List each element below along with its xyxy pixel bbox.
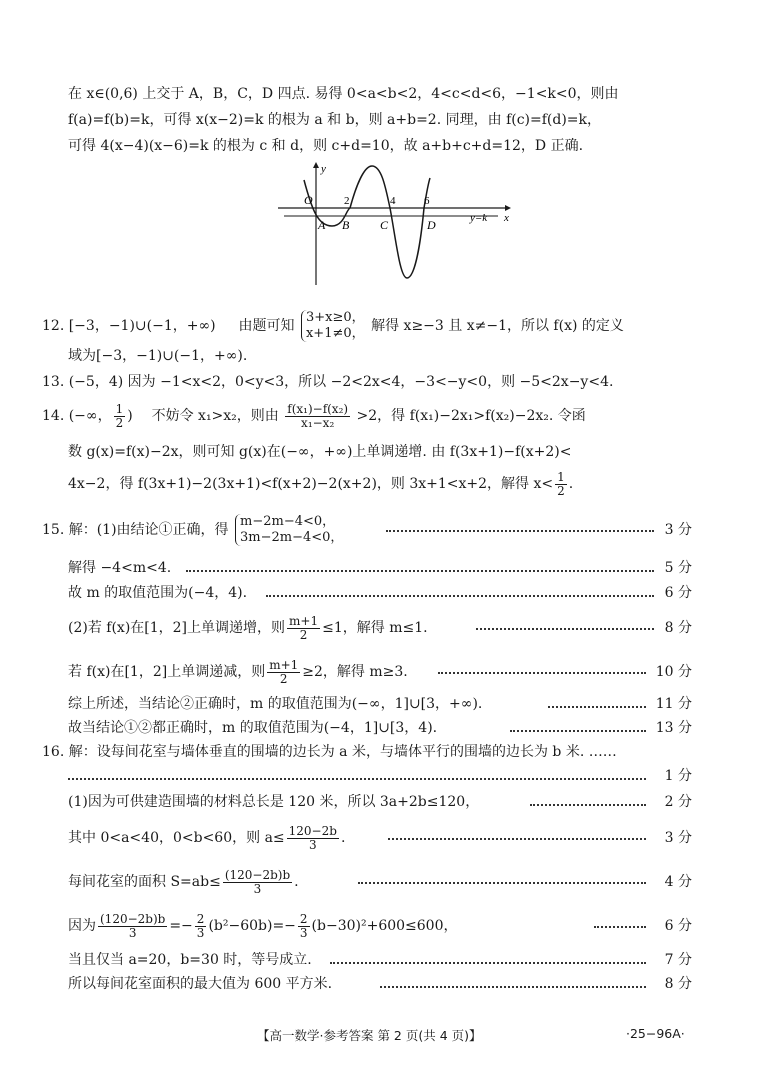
tick-2: 2 (344, 195, 350, 207)
x-axis-arrow (505, 205, 511, 211)
p14-line-3: 4x−2，得 f(3x+1)−2(3x+1)<f(x+2)−2(x+2)，则 3x+1<x+2，解得 x< $\frac{1}{2}$ . (68, 469, 574, 498)
p15-line-7: 故当结论①②都正确时，m 的取值范围为(−4，1]∪[3，4). (68, 720, 438, 736)
y-axis-arrow (313, 162, 319, 168)
p15-line-6: 综上所述，当结论②正确时，m 的取值范围为(−∞，1]∪[3，+∞). (68, 696, 483, 712)
p16-line-4: 每间花室的面积 S=ab≤ $\frac{(120-2b)b}{3}$ . (68, 867, 299, 896)
point-b: B (342, 218, 350, 232)
p12-number: 12. (42, 318, 65, 334)
p16-line-2: (1)因为可供建造围墙的材料总长是 120 米，所以 3a+2b≤120， (68, 794, 480, 810)
p15-line-4: (2)若 f(x)在[1，2]上单调递增，则 $\frac{m+1}{2}$ ≤1，解得 m≤1. (68, 613, 428, 642)
p16-line-5: 因为 $\frac{(120-2b)b}{3}$ =− $\frac{2}{3}$ (b²−60b)=− $\frac{2}{3}$ (b−30)²+600≤600， (68, 911, 458, 940)
tick-6: 6 (424, 195, 430, 207)
p16-line-3: 其中 0<a<40，0<b<60，则 a≤ $\frac{120-2b}{3}$ . (68, 823, 346, 852)
p11-line-2: f(a)=f(b)=k，可得 x(x−2)=k 的根为 a 和 b，则 a+b=2. 同理，由 f(c)=f(d)=k， (68, 112, 602, 128)
p12-answer: [−3，−1)∪(−1，+∞) (68, 318, 216, 334)
p12-post: 解得 x≥−3 且 x≠−1，所以 f(x) 的定义 (371, 318, 624, 334)
p12-line-1 (42, 306, 624, 346)
p12-line-2: 域为[−3，−1)∪(−1，+∞). (68, 348, 248, 364)
p14-line-2: 数 g(x)=f(x)−2x，则可知 g(x)在(−∞，+∞)上单调递增. 由 f(3x+1)−f(x+2)< (68, 444, 572, 460)
footer-title: 【高一数学·参考答案 第 2 页(共 4 页)】 (257, 1028, 482, 1043)
p15-line-1: 15. 解：(1)由结论①正确，得 m−2m−4<0， 3m−2m−4<0， (42, 514, 344, 545)
p15-line-3: 故 m 的取值范围为(−4，4). (68, 585, 248, 601)
p12-system: 3+x≥0， x+1≠0， (301, 310, 365, 342)
footer-code: ·25−96A· (626, 1026, 685, 1041)
y-label: y (321, 163, 326, 175)
p16-line-1: 16. 解：设每间花室与墙体垂直的围墙的边长为 a 米，与墙体平行的围墙的边长为 b 米. …… (42, 744, 617, 760)
origin-label: O (304, 193, 313, 207)
p12-pre: 由题可知 (238, 318, 295, 334)
p15-score-1: 3 分 (664, 522, 692, 538)
p16-line-6: 当且仅当 a=20，b=30 时，等号成立. (68, 952, 312, 968)
line-label: y=k (470, 212, 488, 224)
p13-line: 13. (−5，4) 因为 −1<x<2，0<y<3，所以 −2<2x<4，−3<−y<0，则 −5<2x−y<4. (42, 374, 614, 390)
p15-line-2: 解得 −4<m<4. (68, 560, 172, 576)
function-graph (0, 160, 764, 290)
point-d: D (427, 218, 436, 232)
p14-line-1: 14. (−∞， $\frac{1}{2}$ ) 不妨令 x₁>x₂，则由 $\frac{\text{f(x₁)−f(x₂)}}{\text{x₁−x₂}}$ >2，得 f(x₁)−2x₁>f(x₂)−2x₂. 令函 (42, 401, 586, 430)
p14-difference-quotient: $\frac{\text{f(x₁)−f(x₂)}}{\text{x₁−x₂}}$ (287, 401, 349, 430)
p15-system: m−2m−4<0， 3m−2m−4<0， (235, 514, 343, 546)
p15-line-5: 若 f(x)在[1，2]上单调递减，则 $\frac{m+1}{2}$ ≥2，解得 m≥3. (68, 657, 408, 686)
x-label: x (504, 212, 509, 224)
p11-line-1: 在 x∈(0,6) 上交于 A，B，C，D 四点. 易得 0<a<b<2，4<c<d<6，−1<k<0，则由 (68, 86, 619, 102)
point-a: A (318, 218, 326, 232)
tick-4: 4 (390, 195, 396, 207)
point-c: C (380, 218, 389, 232)
p14-answer: (−∞， $\frac{1}{2}$ ) (68, 401, 133, 430)
p16-line-7: 所以每间花室面积的最大值为 600 平方米. (68, 976, 333, 992)
p11-line-3: 可得 4(x−4)(x−6)=k 的根为 c 和 d，则 c+d=10，故 a+b+c+d=12，D 正确. (68, 138, 584, 154)
